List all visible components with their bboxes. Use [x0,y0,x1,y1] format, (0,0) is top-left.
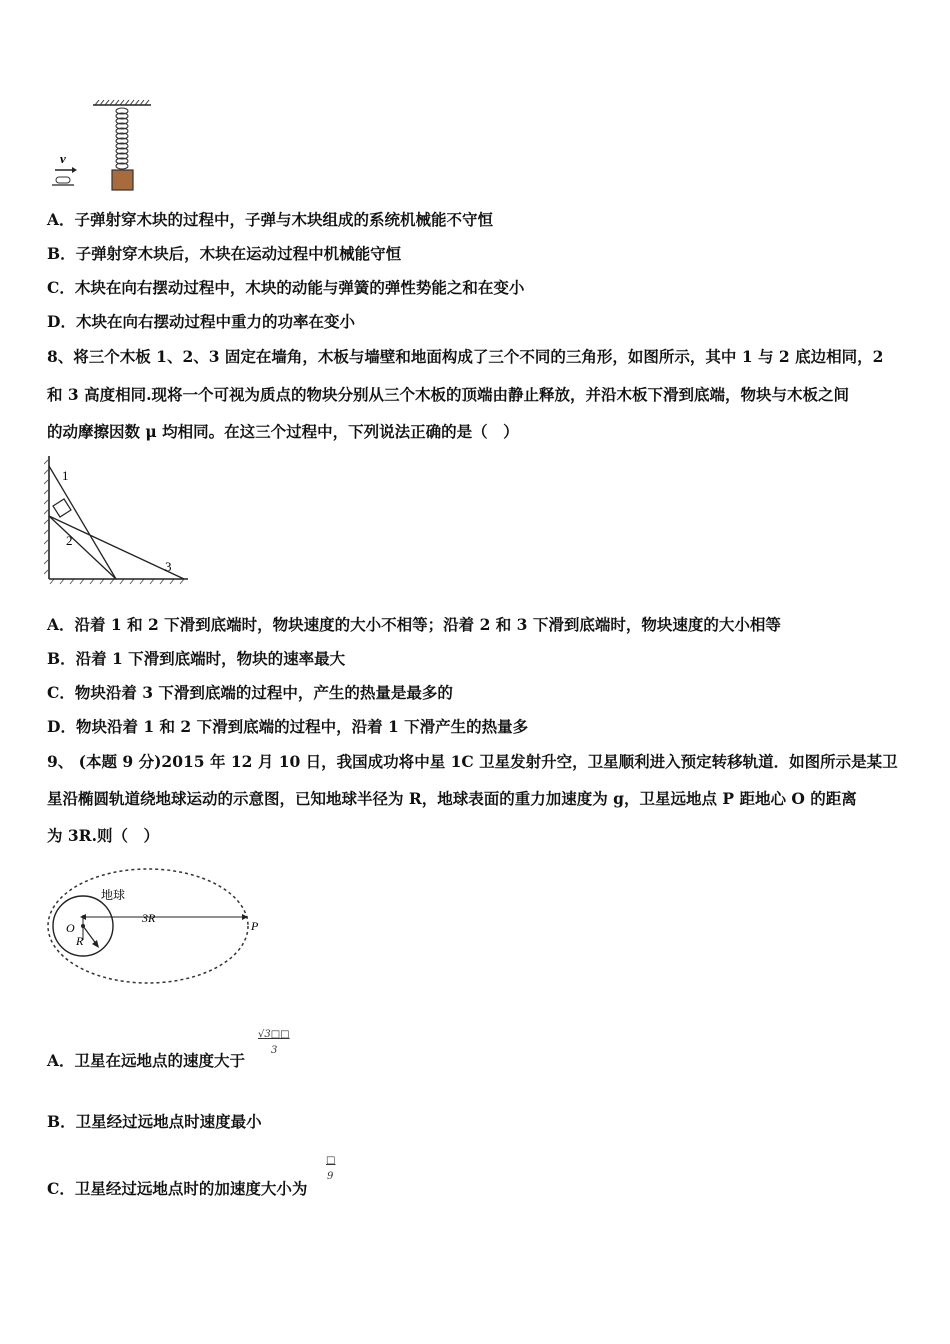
q8-option-b[interactable]: B．沿着 1 下滑到底端时，物块的速率最大 [47,649,346,668]
q9-option-a-fraction-numerator: √3□□ [258,1029,290,1040]
q9-option-b[interactable]: B．卫星经过远地点时速度最小 [47,1112,262,1131]
q8-option-d[interactable]: D．物块沿着 1 和 2 下滑到底端的过程中，沿着 1 下滑产生的热量多 [47,717,529,736]
svg-text:地球: 地球 [101,888,126,902]
q7-option-a[interactable]: A．子弹射穿木块的过程中，子弹与木块组成的系统机械能不守恒 [47,210,494,229]
q9-stem-line3: 为 3R.则（ ） [47,826,159,845]
svg-text:3: 3 [165,559,172,574]
svg-text:R: R [76,934,84,948]
q9-stem-line1: 9、 (本题 9 分)2015 年 12 月 10 日，我国成功将中星 1C 卫星发射升空，卫星顺利进入预定转移轨道．如图所示是某卫 [47,752,898,771]
q7-option-c[interactable]: C．木块在向右摆动过程中，木块的动能与弹簧的弹性势能之和在变小 [47,278,525,297]
q8-stem-line3: 的动摩擦因数 μ 均相同。在这三个过程中，下列说法正确的是（ ） [47,422,519,441]
q8-option-a[interactable]: A．沿着 1 和 2 下滑到底端时，物块速度的大小不相等；沿着 2 和 3 下滑到底端时，物块速度的大小相等 [47,615,781,634]
q9-option-a-fraction-denominator: 3 [271,1045,278,1056]
svg-text:3R: 3R [142,911,156,925]
svg-text:v: v [60,151,66,166]
q8-option-c[interactable]: C．物块沿着 3 下滑到底端的过程中，产生的热量是最多的 [47,683,453,702]
svg-text:1: 1 [62,468,69,483]
q9-option-a[interactable]: A．卫星在远地点的速度大于 [47,1051,246,1070]
q7-option-b[interactable]: B．子弹射穿木块后，木块在运动过程中机械能守恒 [47,244,402,263]
orbit-figure [44,860,264,990]
svg-text:P: P [251,919,259,933]
q9-stem-line2: 星沿椭圆轨道绕地球运动的示意图，已知地球半径为 R，地球表面的重力加速度为 g，卫星远地点 P 距地心 O 的距离 [47,789,857,808]
svg-text:2: 2 [66,533,73,548]
q8-stem-line1: 8、将三个木板 1、2、3 固定在墙角，木板与墙壁和地面构成了三个不同的三角形，如图所示，其中 1 与 2 底边相同，2 [47,347,884,366]
q9-option-c[interactable]: C．卫星经过远地点时的加速度大小为 [47,1179,308,1198]
three-boards-figure [44,452,190,586]
q9-option-c-fraction-numerator: □ [326,1155,336,1166]
spring-block-figure [48,97,158,195]
q9-option-c-fraction-denominator: 9 [327,1171,334,1182]
q7-option-d[interactable]: D．木块在向右摆动过程中重力的功率在变小 [47,312,355,331]
svg-text:O: O [66,921,75,935]
q8-stem-line2: 和 3 高度相同.现将一个可视为质点的物块分别从三个木板的顶端由静止释放，并沿木板下滑到底端，物块与木板之间 [47,385,849,404]
